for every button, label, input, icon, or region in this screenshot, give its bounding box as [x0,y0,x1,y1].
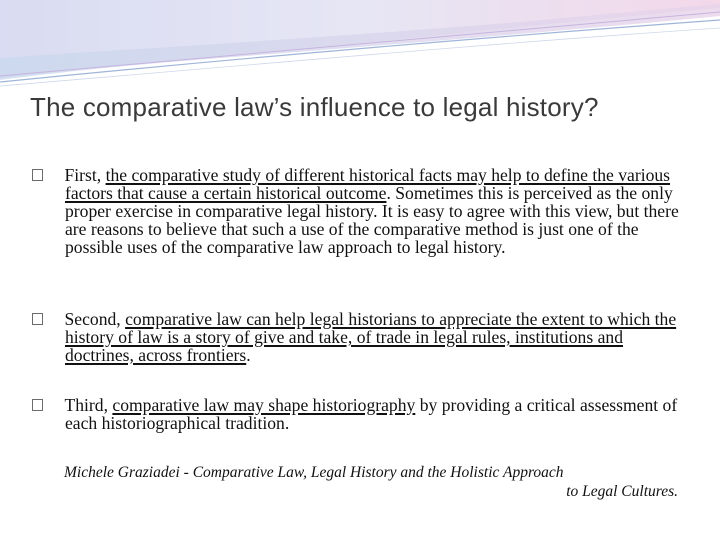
citation-line-2: to Legal Cultures. [566,483,678,500]
bullet-emphasis: comparative law can help legal historians to appreciate the extent to which the history of law is a story of give and take, of trade in legal rules, institutions and doctrines, across frontiers [65,309,677,365]
slide-title: The comparative law’s influence to legal history? [30,92,599,122]
bullet-text [32,310,682,364]
bullet-item-second [32,310,682,364]
bullet-lead: First, [64,165,106,185]
bullet-item-first [32,166,682,256]
bullet-text [32,396,682,432]
header-decoration [0,0,720,90]
bullet-item-third [32,396,682,432]
bullet-emphasis: comparative law may shape historiography [112,395,416,415]
bullet-rest: . Sometimes this is perceived as the only proper exercise in comparative legal history. It is easy to agree with this view, but there are reasons to believe that such a use of the comparative method is just one of the possible uses of the comparative law approach to legal history. [65,183,679,257]
checkbox-bullet-icon [32,313,43,325]
checkbox-bullet-icon [32,169,43,181]
citation-line-1: Michele Graziadei - Comparative Law, Legal History and the Holistic Approach [64,464,564,481]
checkbox-bullet-icon [32,399,43,411]
bullet-emphasis: the comparative study of different historical facts may help to define the various factors that cause a certain historical outcome [65,165,671,203]
bullet-rest: . [246,345,251,365]
bullet-rest: by providing a critical assessment of each historiographical tradition. [65,395,678,433]
bullet-text [32,166,682,256]
bullet-lead: Second, [64,309,126,329]
bullet-lead: Third, [64,395,113,415]
citation [64,463,678,501]
